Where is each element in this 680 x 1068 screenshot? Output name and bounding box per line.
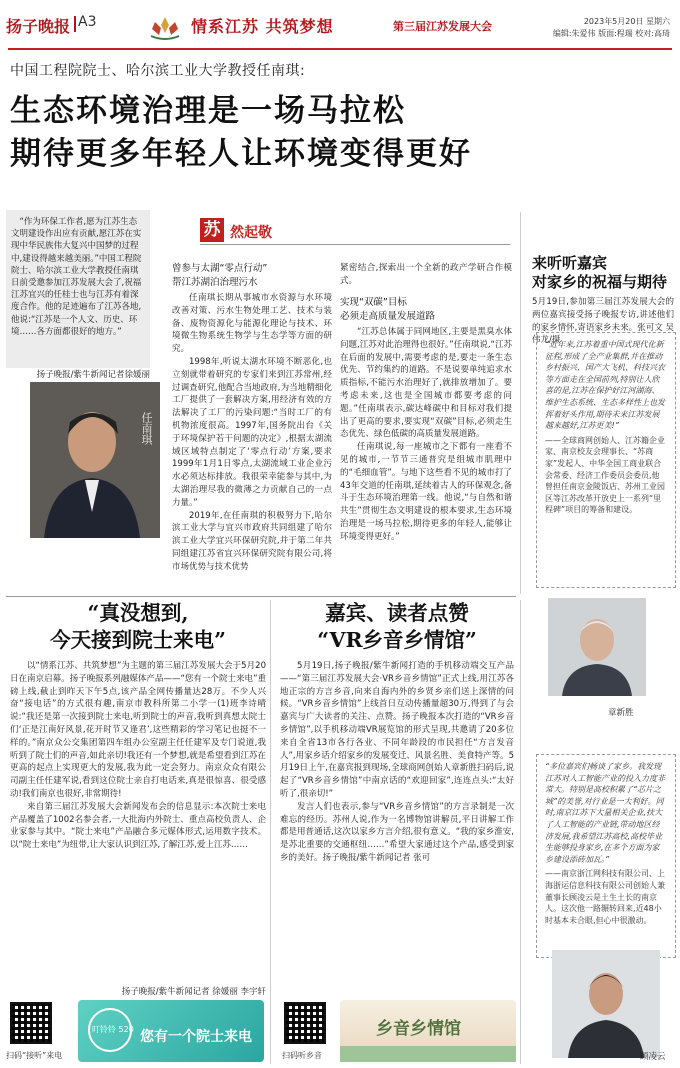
lead-byline: 扬子晚报/紫牛新闻记者徐媛丽 bbox=[36, 370, 150, 380]
col1-subhead: 曾参与太湖“零点行动” 帮江苏湖泊治理污水 bbox=[172, 263, 268, 288]
lotus-emblem-icon bbox=[147, 14, 183, 40]
banner-title: 情系江苏 共筑梦想 bbox=[191, 17, 334, 36]
story-right-headline: 嘉宾、读者点赞 “VR乡音乡情馆” bbox=[317, 601, 477, 652]
qr-caption: 扫码“接听”来电 bbox=[6, 1051, 63, 1060]
column-divider bbox=[520, 212, 521, 594]
kicker: 中国工程院院士、哈尔滨工业大学教授任南琪: bbox=[10, 63, 306, 79]
phone-card-banner[interactable] bbox=[78, 1000, 264, 1062]
vr-card-banner[interactable] bbox=[340, 1000, 516, 1062]
issue-date: 2023年5月20日 星期六 bbox=[583, 17, 670, 26]
banner-subtitle: 第三届江苏发展大会 bbox=[393, 20, 492, 33]
editor-credits: 编辑:朱爱伟 版面:程瑞 校对:高琦 bbox=[552, 29, 670, 38]
divider bbox=[74, 16, 76, 32]
story-left-byline: 扬子晚报/紫牛新闻记者 徐媛丽 李宇轩 bbox=[121, 987, 266, 997]
story-right-body: 5月19日,扬子晚报/紫牛新闻打造的手机移动端交互产品——“第三届江苏发展大会·VR乡音乡情馆”正式上线,用江苏各地正宗的方言乡音,向来自海内外的乡贤乡亲们送上深情的问候。“VR乡音乡情馆”上线首日互动传播量超30万,得到了与会嘉宾与广大读者的关注、点赞。扬子晚报本次打造的“VR乡音乡情馆”,以手机移动端VR展览馆的形式呈现,共邀请了20多位来自全省13市各行各业、不同年龄段的市民担任“方言发音人”,用家乡话介绍家乡的发展变迁、风景名胜、美食特产等。5月19日上午,在嘉宾报到现场,全球商网创始人章新胜扫码后,说起了“VR乡音乡情馆”中南京话的“欢迎回家”,连连点头:“太好听了,很亲切!” 发言人们也表示,参与“VR乡音乡情馆”的方言录制是一次难忘的经历。苏州人说,作为一名博物馆讲解员,平日讲解工作都是用普通话,这次以家乡方言介绍,很有意义。“我的家乡淮安,是苏北重要的交通枢纽……”希望大家通过这个产品,感受到家乡的美好。扬子晚报/紫牛新闻记者 张可 bbox=[280, 661, 514, 863]
section-badge: 苏 bbox=[200, 218, 224, 242]
guest-quote-2: “多位嘉宾们畅谈了家乡。我发现江苏对人工智能产业的投入力度非常大。特别是高校积累了“芯片之城”的美誉,对行业是一大利好。同时,南京江苏下大量相关企业,扶大了人工智能的产业链,带动地区经济发展,我希望江苏高校,高校毕业生能够投身家乡,在多个方面为家乡建设添砖加瓦。” ——南京浙江网科技有限公司、上海浙运信息科技有限公司创始人兼董事长顾凌云是土生土长的南京人。这次他一路辗转回来,近48小时基本未合眼,但心中很激动。 bbox=[536, 754, 676, 958]
landscape-strip bbox=[340, 1046, 516, 1062]
column-divider bbox=[270, 600, 271, 1064]
main-headline-line1: 生态环境治理是一场马拉松 bbox=[10, 93, 406, 129]
portrait-photo bbox=[30, 382, 160, 538]
person-silhouette-icon bbox=[548, 598, 646, 696]
column-divider bbox=[520, 600, 521, 1064]
lead-quote: “作为环保工作者,愿为江苏生态文明建设作出应有贡献,愿江苏在实现中华民族伟大复兴中国梦的过程中,建设得越来越美丽。”中国工程院院士、哈尔滨工业大学教授任南琪日前受邀参加江苏发展大会了,祝福江苏宜兴的任桂士也与江苏有着深度合作。他的足迹遍布了江苏各地,他说:“江苏是一个人文、历史、环境……各方面都很好的地方。” bbox=[6, 210, 150, 368]
qr-code-icon[interactable] bbox=[10, 1002, 52, 1044]
person-silhouette-icon bbox=[30, 382, 160, 538]
story-left-body: 以“情系江苏、共筑梦想”为主题的第三届江苏发展大会于5月20日在南京启幕。扬子晚报系列融媒体产品——“您有一个院士来电”重磅上线,截止到昨天下午5点,该产品全网传播量达28万。不少人兴奋“接电话”的方式很有趣,南京市教科所第二小学一(1)班李诗晴说:“我还是第一次接到院士来电,听到院士的声音,我听到真想太院士们‘正是江南好风景,花开时节又逢君’,这些精彩的学习笔记也挺不一样的。”南京众公交集团第四车组办公室副主任任建军及专门说道,我听到了院士们的声音,如此亲切!我还有一个梦想,就是希望看到江苏在更高的起点上实现更大的发展,我为此一定会努力。南京众众有限公司副主任任建军说,看到这位院士亲自打电话来,真是很惊喜、很受感动!我们南京也很好,非常期待! 来自第三届江苏发展大会新闻发布会的信息显示:本次院士来电产品覆盖了1002名参会者,一大批海内外院士、重点高校负责人、企业家参与其中。“院士来电”产品融合多元媒体形式,运用数字技术。以“院士来电”为纽带,让大家认识到江苏,了解江苏,爱上江苏…… bbox=[10, 661, 266, 851]
col2-subhead: 实现“双碳”目标 必须走高质量发展道路 bbox=[340, 297, 436, 322]
guest-name-1: 章新胜 bbox=[608, 708, 634, 718]
story-left-headline: “真没想到, 今天接到院士来电” bbox=[50, 601, 226, 652]
section-rule bbox=[6, 596, 516, 597]
card-brand: 叮铃铃 520 bbox=[92, 1025, 134, 1034]
col2-body: “江苏总体属于同网地区,主要是黑臭水体问题,江苏对此治理得也很好。”任南琪说,“江苏在后面的发展中,需要考虑的是,要走一条生态优先、节约集约的道路。不是说要单纯追求水质指标,不能污水治理好了,就排放增加了。要考虑未来,这也是全国城市都要考虑的问题。”任南琪表示,碳达峰碳中和目标对我们提出了更高的要求,要实现“双碳”目标,必须走生态优先、绿色低碳的高质量发展道路。 任南琪说,每一座城市之下都有一座看不见的城市,一节节三通普究是组城市肌理中的“毛细血管”。与地下这些看不见的城市打了43年交道的任南琪,延续着古人的环保观念,备斗于生态环境治理第一线。他说,“与自然和谐共生”贯彻生态文明建设的根本要求,生态环境治理是一场马拉松,期待更多的年轻人,能够让环境变得更好。” bbox=[340, 327, 512, 542]
card-title: 您有一个院士来电 bbox=[140, 1029, 252, 1045]
col2-lead: 紧密结合,探索出一个全新的政产学研合作模式。 bbox=[340, 263, 512, 286]
col1-body: 任南琪长期从事城市水资源与水环境改善对策、污水生物处理工艺、技术与装备、废物资源化与能源化理论与技术、环境微生物系统生物学与生态学等方面的研究。 1998年,听说太湖水环境不断恶化,也立刻就带着研究的专家们来到江苏常州,经过调查研究,他配合当地政府,为当地精细化工厂提供了一套解决方案,用经济有效的方法解决了工厂的污染问题:“当时工厂的有机物浓度很高。1997年,国务院出台《关于环境保护若干问题的决定》,根据太湖流域区域特点制定了‘零点行动’方案,要求1999年1月1日零点,太湖流域工业企业污水必须达标排放。我很荣幸能参与其中,为太湖治理尽我的微薄之力贡献自己的一点力量。” 2019年,在任南琪的积极努力下,哈尔滨工业大学与宜兴市政府共同组建了哈尔滨工业大学宜兴环保研究院,并于第二年共同组建江苏省宜兴环保研究院有限公司,将市场优势与技术优势 bbox=[172, 293, 332, 572]
main-headline-line2: 期待更多年轻人让环境变得更好 bbox=[10, 136, 472, 172]
guest-portrait-2 bbox=[552, 950, 660, 1058]
section-rule bbox=[200, 244, 510, 245]
photo-caption: 任南琪 bbox=[140, 412, 153, 445]
qr-caption: 扫码听乡音 bbox=[282, 1051, 322, 1060]
guest-portrait-1 bbox=[548, 598, 646, 696]
newspaper-logo: 扬子晚报 bbox=[6, 17, 71, 36]
card-title: 乡音乡情馆 bbox=[376, 1019, 461, 1039]
qr-code-icon[interactable] bbox=[284, 1002, 326, 1044]
person-silhouette-icon bbox=[552, 950, 660, 1058]
guest-name-2: 顾凌云 bbox=[640, 1052, 666, 1062]
page-number: A3 bbox=[78, 14, 97, 30]
right-headline: 来听听嘉宾 对家乡的祝福与期待 bbox=[532, 254, 668, 291]
right-intro: 5月19日,参加第三届江苏发展大会的两位嘉宾接受扬子晚报专访,讲述他们的家乡情怀,寄语家乡未来。张可文 吴伟龙/摄 bbox=[532, 297, 674, 346]
guest-quote-1: “近年来,江苏着重中国式现代化新征程,形成了全产业集群,并在推动乡村振兴、国产大飞机、科技兴农等方面走在全国前列,特别让人欣喜的是,江苏在保护好江河湖海、维护生态系统、生态多样性上也发挥着好头作用,期待未来江苏发展越来越好,江苏更美!” ——全球商网创始人、江苏籍企业家、南京校友会理事长、“苏商家”发起人、中华全国工商业联合会常委、经济工作委员会委员,他曾担任南京金陵饭店、苏州工业园区等江苏改革开放史上一系列“里程碑”项目的筹备和建设。 bbox=[536, 332, 676, 588]
section-title: 然起敬 bbox=[230, 225, 272, 241]
